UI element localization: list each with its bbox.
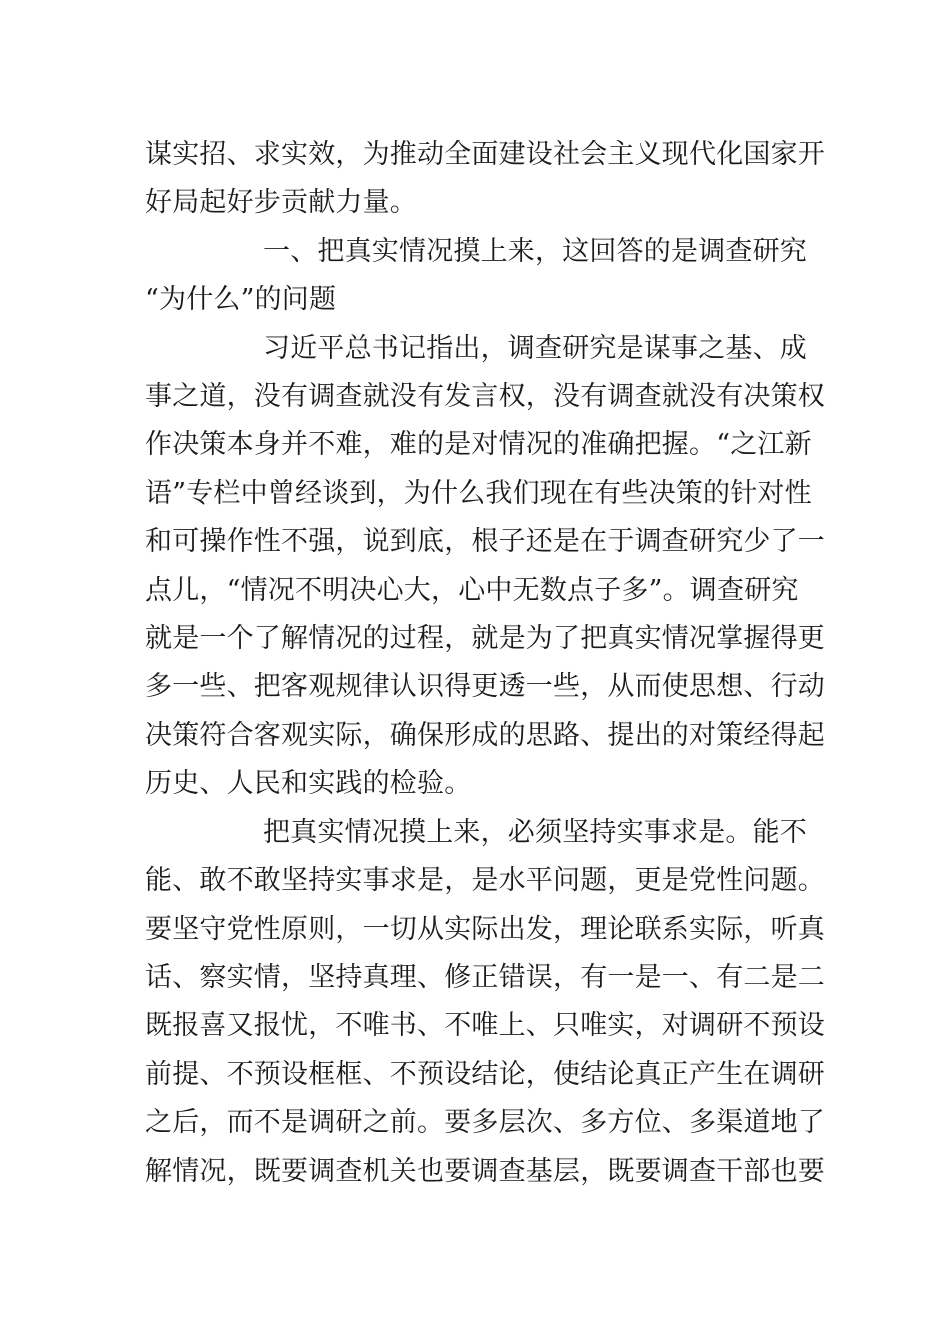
text-line: 一、把真实情况摸上来，这回答的是调查研究 [263,235,807,267]
text-line: 点儿，“情况不明决心大，心中无数点子多”。调查研究 [145,574,799,606]
text-line: 既报喜又报忧，不唯书、不唯上、只唯实，对调研不预设 [145,1010,825,1042]
paragraph-continuation [145,131,825,228]
text-line: 语”专栏中曾经谈到，为什么我们现在有些决策的针对性 [145,477,812,509]
section-heading [145,228,807,325]
text-line: 决策符合客观实际，确保形成的思路、提出的对策经得起 [145,719,825,751]
paragraph [145,809,825,1196]
text-line: 话、察实情，坚持真理、修正错误，有一是一、有二是二 [145,961,825,993]
text-line: 和可操作性不强，说到底，根子还是在于调查研究少了一 [145,526,825,558]
text-line: 就是一个了解情况的过程，就是为了把真实情况掌握得更 [145,623,825,655]
text-line: 能、敢不敢坚持实事求是，是水平问题，更是党性问题。 [145,865,825,897]
text-line: 好局起好步贡献力量。 [145,187,417,219]
text-line: 要坚守党性原则，一切从实际出发，理论联系实际，听真 [145,913,825,945]
document-body [145,131,825,1196]
text-line: 事之道，没有调查就没有发言权，没有调查就没有决策权 [145,381,825,413]
text-line: 把真实情况摸上来，必须坚持实事求是。能不 [263,816,807,848]
text-line: “为什么”的问题 [145,284,337,316]
text-line: 历史、人民和实践的检验。 [145,768,472,800]
paragraph [145,325,825,809]
text-line: 作决策本身并不难，难的是对情况的准确把握。“之江新 [145,429,812,461]
text-line: 之后，而不是调研之前。要多层次、多方位、多渠道地了 [145,1107,825,1139]
text-line: 解情况，既要调查机关也要调查基层，既要调查干部也要 [145,1155,825,1187]
text-line: 多一些、把客观规律认识得更透一些，从而使思想、行动 [145,671,825,703]
text-line: 前提、不预设框框、不预设结论，使结论真正产生在调研 [145,1058,825,1090]
text-line: 谋实招、求实效，为推动全面建设社会主义现代化国家开 [145,139,825,170]
text-line: 习近平总书记指出，调查研究是谋事之基、成 [263,332,807,364]
